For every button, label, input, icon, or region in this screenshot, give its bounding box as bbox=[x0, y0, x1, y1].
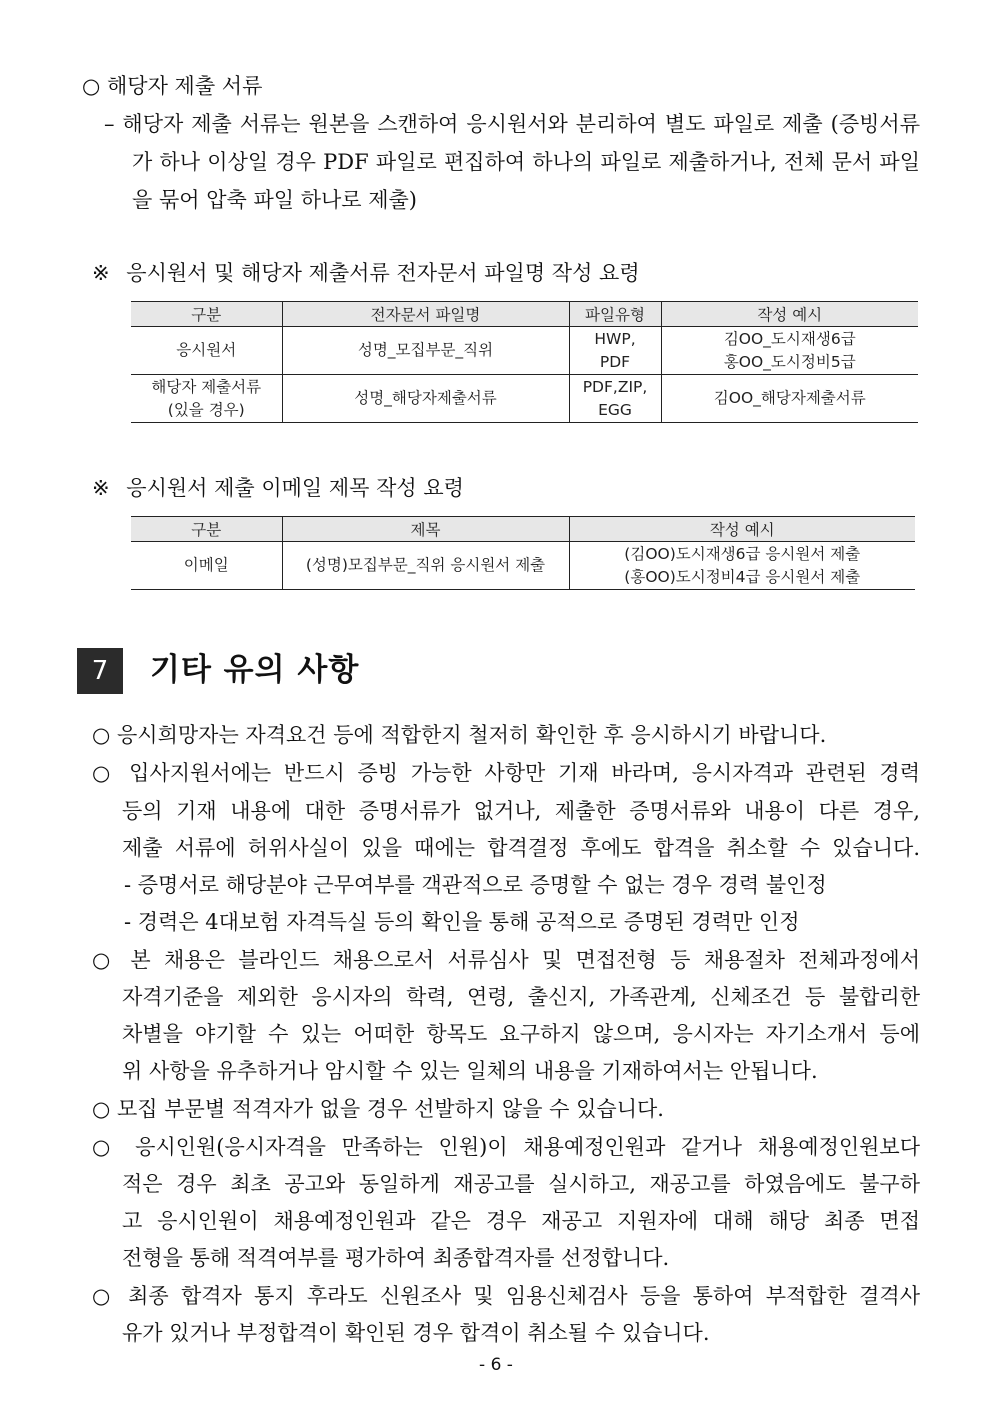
section-title: 기타 유의 사항 bbox=[150, 652, 360, 688]
notice-item-5-line: 고 응시인원이 채용예정인원과 같은 경우 재공고 지원자에 대해 해당 최종 면접 bbox=[122, 1209, 920, 1233]
column-header: 구분 bbox=[131, 517, 282, 542]
table-cell: HWP, PDF bbox=[569, 327, 661, 375]
notice-item-3-line: 차별을 야기할 수 있는 어떠한 항목도 요구하지 않으며, 응시자는 자기소개서 등에 bbox=[122, 1022, 920, 1046]
table-cell: 이메일 bbox=[131, 542, 282, 590]
notice-item-2-line: 등의 기재 내용에 대한 증명서류가 없거나, 제출한 증명서류와 내용이 다른 경우, bbox=[122, 799, 920, 823]
table-cell: 김OO_도시재생6급 홍OO_도시정비5급 bbox=[661, 327, 918, 375]
table-cell: PDF,ZIP, EGG bbox=[569, 375, 661, 423]
notice-item-6: ○ 최종 합격자 통지 후라도 신원조사 및 임용신체검사 등을 통하여 부적합한 결격사 bbox=[92, 1284, 920, 1308]
submission-docs-heading: ○ 해당자 제출 서류 bbox=[82, 74, 263, 98]
table-row bbox=[131, 327, 918, 375]
column-header: 작성 예시 bbox=[569, 517, 915, 542]
table-cell: 성명_해당자제출서류 bbox=[282, 375, 569, 423]
reference-mark-icon: ※ bbox=[92, 261, 110, 285]
notice-item-4: ○ 모집 부문별 적격자가 없을 경우 선발하지 않을 수 있습니다. bbox=[92, 1097, 664, 1121]
email-guide-note: ※ 응시원서 제출 이메일 제목 작성 요령 bbox=[92, 476, 464, 500]
notice-item-3-line: 위 사항을 유추하거나 암시할 수 있는 일체의 내용을 기재하여서는 안됩니다. bbox=[122, 1059, 818, 1083]
table-cell: 해당자 제출서류 (있을 경우) bbox=[131, 375, 282, 423]
table-cell: (성명)모집부문_직위 응시원서 제출 bbox=[282, 542, 569, 590]
bullet-circle-icon: ○ bbox=[92, 761, 117, 785]
column-header: 파일유형 bbox=[569, 302, 661, 327]
bullet-circle-icon: ○ bbox=[92, 1284, 116, 1308]
submission-line-1: – 해당자 제출 서류는 원본을 스캔하여 응시원서와 분리하여 별도 파일로 제출 (증빙서류 bbox=[104, 112, 920, 136]
column-header: 전자문서 파일명 bbox=[282, 302, 569, 327]
filename-guide-note: ※ 응시원서 및 해당자 제출서류 전자문서 파일명 작성 요령 bbox=[92, 261, 640, 285]
notice-item-3-line: 자격기준을 제외한 응시자의 학력, 연령, 출신지, 가족관계, 신체조건 등 불합리한 bbox=[122, 985, 920, 1009]
table-row bbox=[131, 375, 918, 423]
bullet-circle-icon: ○ bbox=[92, 948, 118, 972]
notice-item-5: ○ 응시인원(응시자격을 만족하는 인원)이 채용예정인원과 같거나 채용예정인원보다 bbox=[92, 1135, 920, 1159]
notice-item-6-line: 유가 있거나 부정합격이 확인된 경우 합격이 취소될 수 있습니다. bbox=[122, 1321, 710, 1345]
notice-item-3: ○ 본 채용은 블라인드 채용으로서 서류심사 및 면접전형 등 채용절차 전체과정에서 bbox=[92, 948, 920, 972]
bullet-circle-icon: ○ bbox=[82, 74, 101, 98]
submission-line-3: 을 묶어 압축 파일 하나로 제출) bbox=[132, 188, 418, 212]
table-cell: 응시원서 bbox=[131, 327, 282, 375]
reference-mark-icon: ※ bbox=[92, 476, 110, 500]
table-header-row bbox=[131, 517, 915, 542]
bullet-circle-icon: ○ bbox=[92, 1097, 111, 1121]
notice-subitem: - 경력은 4대보험 자격득실 등의 확인을 통해 공적으로 증명된 경력만 인정 bbox=[124, 910, 800, 934]
column-header: 구분 bbox=[131, 302, 282, 327]
page-number: - 6 - bbox=[479, 1355, 513, 1375]
notice-item-2-line: 제출 서류에 허위사실이 있을 때에는 합격결정 후에도 합격을 취소할 수 있습니다. bbox=[122, 836, 920, 860]
notice-item-1: ○ 응시희망자는 자격요건 등에 적합한지 철저히 확인한 후 응시하시기 바랍니다. bbox=[92, 723, 827, 747]
submission-line-2: 가 하나 이상일 경우 PDF 파일로 편집하여 하나의 파일로 제출하거나, 전체 문서 파일 bbox=[132, 150, 920, 174]
table-row bbox=[131, 542, 915, 590]
notice-item-5-line: 적은 경우 최초 공고와 동일하게 재공고를 실시하고, 재공고를 하였음에도 불구하 bbox=[122, 1172, 920, 1196]
column-header: 제목 bbox=[282, 517, 569, 542]
table-cell: 김OO_해당자제출서류 bbox=[661, 375, 918, 423]
notice-subitem: - 증명서로 해당분야 근무여부를 객관적으로 증명할 수 없는 경우 경력 불인정 bbox=[124, 873, 827, 897]
table-header-row bbox=[131, 302, 918, 327]
table-cell: 성명_모집부문_직위 bbox=[282, 327, 569, 375]
column-header: 작성 예시 bbox=[661, 302, 918, 327]
table-cell: (김OO)도시재생6급 응시원서 제출 (홍OO)도시정비4급 응시원서 제출 bbox=[569, 542, 915, 590]
notice-item-5-line: 전형을 통해 적격여부를 평가하여 최종합격자를 선정합니다. bbox=[122, 1246, 670, 1270]
bullet-circle-icon: ○ bbox=[92, 1135, 120, 1159]
filename-guide-table bbox=[131, 301, 918, 423]
section-number-badge: 7 bbox=[77, 648, 123, 694]
bullet-circle-icon: ○ bbox=[92, 723, 111, 747]
notice-item-2: ○ 입사지원서에는 반드시 증빙 가능한 사항만 기재 바라며, 응시자격과 관련된 경력 bbox=[92, 761, 920, 785]
email-guide-table bbox=[131, 516, 915, 590]
